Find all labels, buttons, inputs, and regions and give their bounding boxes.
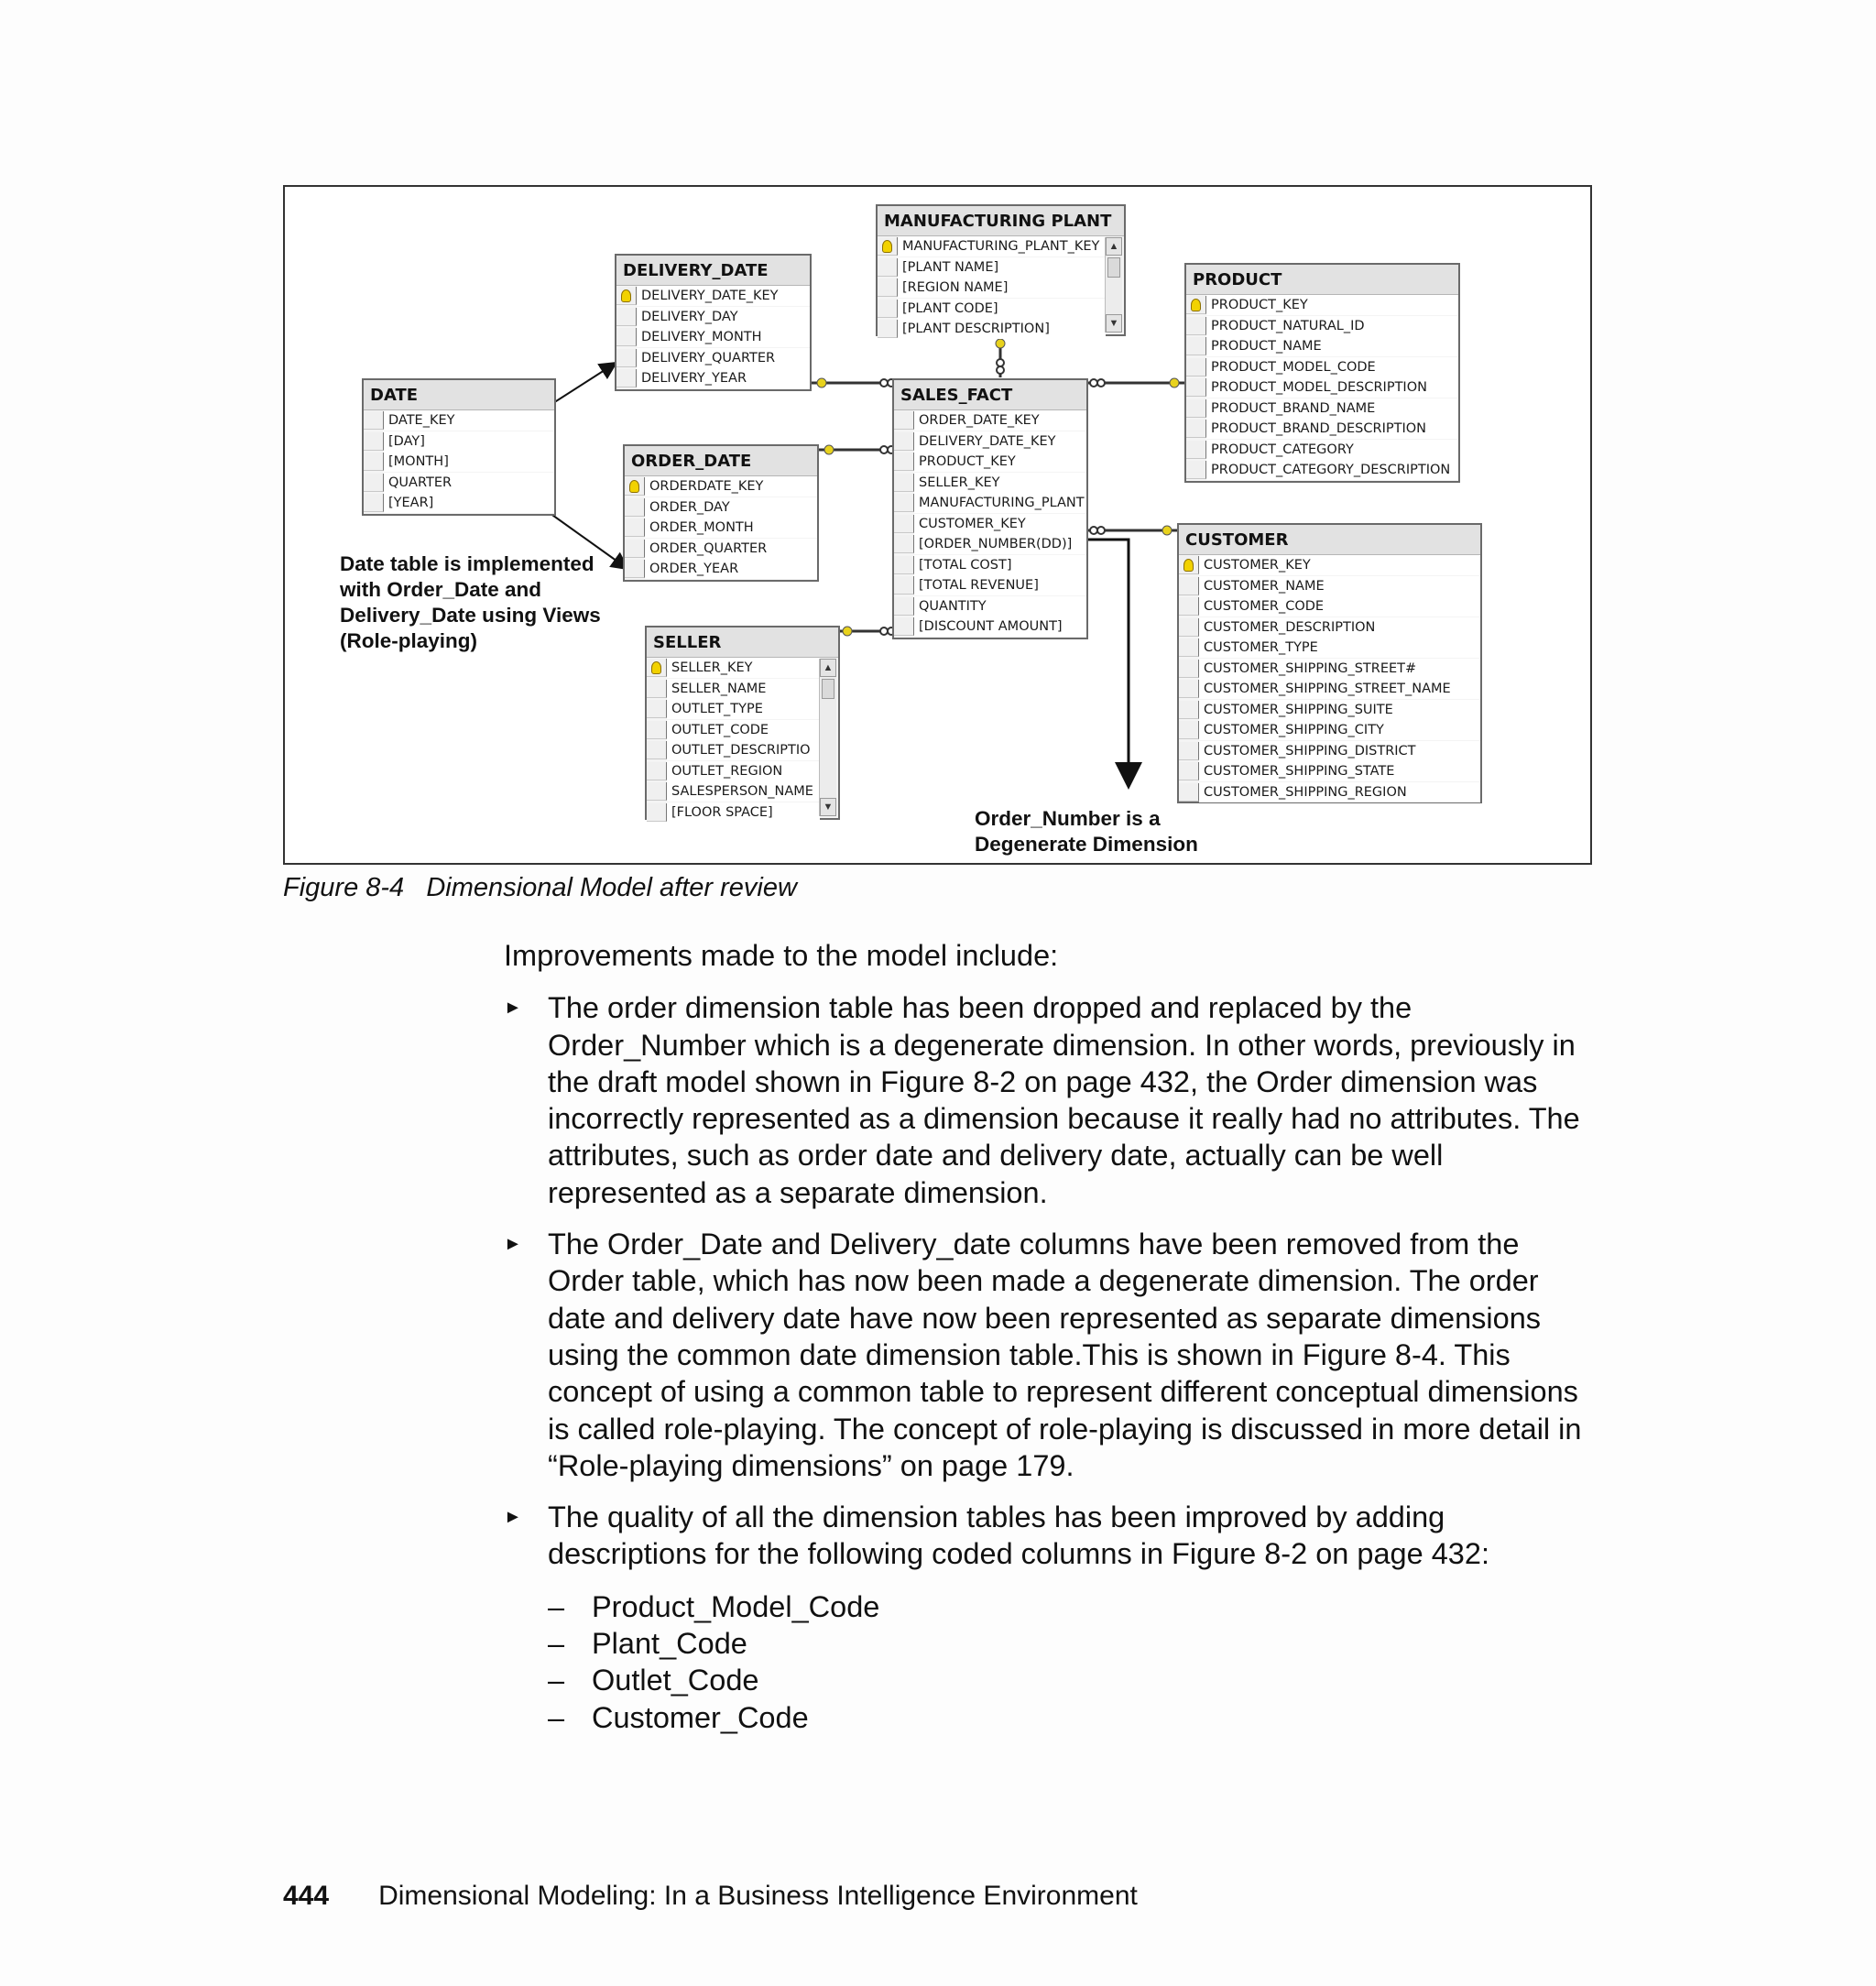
table-title: DELIVERY_DATE: [616, 256, 810, 286]
scroll-down-icon[interactable]: ▼: [820, 798, 836, 816]
row-selector: [625, 477, 645, 496]
row-selector: [364, 453, 384, 471]
column-name: CUSTOMER_SHIPPING_STREET#: [1199, 659, 1480, 679]
note-line: with Order_Date and: [340, 578, 542, 601]
table-title: MANUFACTURING PLANT: [878, 206, 1124, 236]
row-selector: [1186, 461, 1206, 479]
relationship-customer: [1088, 526, 1177, 535]
primary-key-icon: [1183, 559, 1194, 572]
table-title: PRODUCT: [1186, 265, 1458, 295]
column-name: SELLER_KEY: [667, 658, 820, 678]
row-selector: [647, 762, 667, 780]
note-line: Date table is implemented: [340, 552, 594, 575]
list-item-text: Outlet_Code: [592, 1664, 759, 1697]
row-selector: [1186, 441, 1206, 459]
column-row[interactable]: [1186, 377, 1458, 398]
dash-marker: –: [548, 1589, 565, 1623]
row-selector: [1179, 762, 1199, 780]
note-line: Degenerate Dimension: [975, 833, 1198, 856]
row-selector: [894, 617, 914, 636]
column-row[interactable]: [625, 497, 817, 518]
row-selector: [1186, 296, 1206, 314]
column-row[interactable]: [1179, 659, 1480, 680]
row-selector: [894, 597, 914, 616]
bullet-item: [504, 989, 1594, 1211]
column-name: SELLER_NAME: [667, 679, 820, 699]
column-name: ORDER_YEAR: [645, 559, 817, 579]
table-title: DATE: [364, 380, 554, 410]
column-row[interactable]: [364, 410, 554, 431]
column-name: [REGION NAME]: [898, 278, 1106, 298]
column-row[interactable]: [364, 473, 554, 494]
table-title: SELLER: [647, 627, 838, 658]
column-row[interactable]: [1179, 700, 1480, 721]
column-name: [DISCOUNT AMOUNT]: [914, 617, 1086, 637]
column-row[interactable]: [616, 286, 810, 307]
column-row[interactable]: [616, 327, 810, 348]
column-name: [DAY]: [384, 431, 554, 452]
row-selector: [1186, 420, 1206, 438]
row-selector: [878, 258, 898, 277]
list-item: [548, 1625, 1594, 1662]
column-name: DELIVERY_YEAR: [637, 368, 810, 388]
column-list: [1186, 295, 1458, 481]
bullet-marker: ►: [504, 1507, 522, 1528]
column-row[interactable]: [1179, 617, 1480, 638]
column-row[interactable]: [364, 493, 554, 514]
column-row[interactable]: [625, 518, 817, 539]
column-name: CUSTOMER_CODE: [1199, 596, 1480, 617]
row-selector: [1179, 783, 1199, 802]
column-list: [647, 658, 838, 823]
column-row[interactable]: [616, 368, 810, 389]
column-name: DELIVERY_MONTH: [637, 327, 810, 347]
column-row[interactable]: [894, 555, 1086, 576]
column-row[interactable]: [1179, 555, 1480, 576]
table-order-date[interactable]: [623, 444, 819, 582]
column-name: ORDERDATE_KEY: [645, 476, 817, 496]
column-name: [FLOOR SPACE]: [667, 802, 820, 823]
column-row[interactable]: [647, 802, 838, 824]
table-date[interactable]: [362, 378, 556, 516]
table-scrollbar[interactable]: [819, 659, 836, 816]
primary-key-icon: [621, 289, 631, 302]
table-title: CUSTOMER: [1179, 525, 1480, 555]
table-scrollbar[interactable]: [1105, 237, 1122, 333]
scroll-up-icon[interactable]: ▲: [820, 659, 836, 677]
row-selector: [878, 237, 898, 256]
column-row[interactable]: [1179, 782, 1480, 803]
column-name: [TOTAL REVENUE]: [914, 575, 1086, 595]
column-name: PRODUCT_KEY: [914, 452, 1086, 472]
row-selector: [894, 453, 914, 471]
column-name: OUTLET_TYPE: [667, 699, 820, 719]
row-selector: [625, 540, 645, 558]
column-name: [MONTH]: [384, 452, 554, 472]
row-selector: [1186, 358, 1206, 376]
column-name: DELIVERY_QUARTER: [637, 348, 810, 368]
column-name: PRODUCT_NAME: [1206, 336, 1458, 356]
note-line: Delivery_Date using Views: [340, 604, 601, 627]
row-selector: [1179, 660, 1199, 678]
column-row[interactable]: [894, 617, 1086, 638]
relationship-seller: [838, 627, 896, 636]
column-row[interactable]: [878, 319, 1124, 340]
primary-key-icon: [882, 240, 892, 253]
column-name: CUSTOMER_SHIPPING_SUITE: [1199, 700, 1480, 720]
primary-key-icon: [651, 661, 661, 674]
table-delivery-date[interactable]: [615, 254, 812, 391]
page-number: 444: [283, 1881, 330, 1911]
column-row[interactable]: [647, 720, 838, 741]
relationship-product: [1088, 378, 1184, 387]
column-name: CUSTOMER_SHIPPING_STREET_NAME: [1199, 679, 1480, 699]
column-row[interactable]: [1179, 638, 1480, 659]
dash-marker: –: [548, 1627, 565, 1661]
column-row[interactable]: [1186, 316, 1458, 337]
column-name: OUTLET_DESCRIPTIO: [667, 740, 820, 760]
bullet-text: The quality of all the dimension tables has been improved by adding descriptions for the following coded columns in Figure 8-2 on page 432:: [548, 1500, 1489, 1571]
column-row[interactable]: [1186, 419, 1458, 440]
row-selector: [625, 560, 645, 578]
column-name: DELIVERY_DATE_KEY: [637, 286, 810, 306]
row-selector: [1179, 701, 1199, 719]
column-name: MANUFACTURING_PLANT: [914, 493, 1086, 513]
column-row[interactable]: [1186, 460, 1458, 481]
row-selector: [616, 369, 637, 387]
column-name: DELIVERY_DATE_KEY: [914, 431, 1086, 452]
list-item-text: Plant_Code: [592, 1627, 747, 1661]
note-line: Order_Number is a: [975, 807, 1161, 830]
dash-marker: –: [548, 1700, 565, 1734]
row-selector: [625, 518, 645, 537]
column-row[interactable]: [364, 431, 554, 453]
row-selector: [1186, 317, 1206, 335]
column-name: PRODUCT_CATEGORY_DESCRIPTION: [1206, 460, 1458, 480]
column-name: CUSTOMER_KEY: [1199, 555, 1480, 575]
row-selector: [1179, 638, 1199, 657]
column-name: OUTLET_REGION: [667, 761, 820, 781]
column-row[interactable]: [1186, 440, 1458, 461]
coded-columns-list: [548, 1588, 1594, 1736]
scroll-down-icon[interactable]: ▼: [1106, 314, 1122, 333]
row-selector: [647, 659, 667, 677]
row-selector: [1186, 337, 1206, 355]
column-list: [878, 236, 1124, 340]
column-name: CUSTOMER_TYPE: [1199, 638, 1480, 658]
row-selector: [616, 308, 637, 326]
row-selector: [894, 576, 914, 595]
row-selector: [1179, 618, 1199, 637]
column-row[interactable]: [894, 534, 1086, 555]
column-row[interactable]: [1186, 398, 1458, 420]
column-row[interactable]: [894, 410, 1086, 431]
column-name: [TOTAL COST]: [914, 555, 1086, 575]
row-selector: [1179, 742, 1199, 760]
scroll-up-icon[interactable]: ▲: [1106, 237, 1122, 256]
row-selector: [625, 498, 645, 517]
column-list: [364, 410, 554, 514]
column-row[interactable]: [894, 493, 1086, 514]
bullet-text: The Order_Date and Delivery_date columns have been removed from the Order table, which has now been made a degenerate dimension. The order date and delivery date have now been represented as separate dimensions using the common date dimension table.This is shown in Figure 8-4. This concept of using a common table to represent different conceptual dimensions is called role-playing. The concept of role-playing is discussed in more detail in “Role-playing dimensions” on page 179.: [548, 1228, 1582, 1482]
column-name: QUANTITY: [914, 596, 1086, 617]
column-name: PRODUCT_MODEL_DESCRIPTION: [1206, 377, 1458, 398]
table-sales-fact[interactable]: [892, 378, 1088, 639]
date-role-playing-note: [340, 551, 601, 654]
list-item: [548, 1699, 1594, 1736]
primary-key-icon: [1191, 299, 1201, 311]
column-name: DELIVERY_DAY: [637, 307, 810, 327]
row-selector: [1179, 597, 1199, 616]
row-selector: [364, 494, 384, 512]
list-item: [548, 1588, 1594, 1625]
table-manufacturing-plant[interactable]: [876, 204, 1126, 336]
relationship-manufacturing-plant: [996, 336, 1005, 377]
column-name: CUSTOMER_NAME: [1199, 576, 1480, 596]
column-row[interactable]: [894, 575, 1086, 596]
column-name: SELLER_KEY: [914, 473, 1086, 493]
column-row[interactable]: [878, 278, 1124, 299]
column-name: DATE_KEY: [384, 410, 554, 431]
column-row[interactable]: [1186, 336, 1458, 357]
row-selector: [647, 721, 667, 739]
column-list: [894, 410, 1086, 638]
row-selector: [616, 349, 637, 367]
row-selector: [1179, 721, 1199, 739]
row-selector: [1186, 399, 1206, 418]
row-selector: [894, 556, 914, 574]
column-row[interactable]: [625, 539, 817, 560]
column-name: CUSTOMER_SHIPPING_STATE: [1199, 761, 1480, 781]
dash-marker: –: [548, 1664, 565, 1697]
column-row[interactable]: [625, 559, 817, 580]
intro-paragraph: Improvements made to the model include:: [504, 939, 1059, 972]
figure-caption: Figure 8-4 Dimensional Model after review: [283, 873, 797, 902]
order-number-note: [975, 806, 1198, 857]
column-row[interactable]: [625, 476, 817, 497]
column-row[interactable]: [647, 740, 838, 761]
row-selector: [878, 300, 898, 318]
row-selector: [647, 803, 667, 822]
column-row[interactable]: [1179, 720, 1480, 741]
column-name: [PLANT CODE]: [898, 299, 1106, 319]
row-selector: [1179, 556, 1199, 574]
column-list: [625, 476, 817, 580]
bullet-marker: ►: [504, 1234, 522, 1255]
bullet-text: The order dimension table has been dropped and replaced by the Order_Number which is a degenerate dimension. In other words, previously in the draft model shown in Figure 8-2 on page 432, the Order dimension was incorrectly represented as a dimension because it really had no attributes. The attributes, such as order date and delivery date, actually can be well represented as a separate dimension.: [548, 991, 1580, 1209]
column-list: [1179, 555, 1480, 802]
column-row[interactable]: [878, 299, 1124, 320]
column-name: CUSTOMER_SHIPPING_CITY: [1199, 720, 1480, 740]
row-selector: [894, 494, 914, 512]
list-item-text: Product_Model_Code: [592, 1589, 880, 1623]
figure-frame: [283, 185, 1592, 865]
column-name: PRODUCT_NATURAL_ID: [1206, 316, 1458, 336]
scroll-thumb[interactable]: [1107, 257, 1120, 278]
row-selector: [364, 474, 384, 492]
column-name: ORDER_MONTH: [645, 518, 817, 538]
column-row[interactable]: [616, 348, 810, 369]
row-selector: [894, 535, 914, 553]
row-selector: [616, 287, 637, 305]
column-row[interactable]: [1179, 741, 1480, 762]
row-selector: [878, 278, 898, 297]
column-name: [YEAR]: [384, 493, 554, 513]
row-selector: [1179, 680, 1199, 698]
column-row[interactable]: [1179, 596, 1480, 617]
column-row[interactable]: [364, 452, 554, 473]
row-selector: [894, 515, 914, 533]
column-row[interactable]: [1186, 295, 1458, 316]
row-selector: [894, 474, 914, 492]
column-name: OUTLET_CODE: [667, 720, 820, 740]
row-selector: [364, 432, 384, 451]
column-name: PRODUCT_BRAND_DESCRIPTION: [1206, 419, 1458, 439]
column-row[interactable]: [647, 679, 838, 700]
column-name: QUARTER: [384, 473, 554, 493]
relationship-delivery-date: [812, 378, 896, 387]
column-name: PRODUCT_BRAND_NAME: [1206, 398, 1458, 419]
note-line: (Role-playing): [340, 629, 477, 652]
row-selector: [1179, 577, 1199, 595]
column-name: CUSTOMER_KEY: [914, 514, 1086, 534]
table-title: ORDER_DATE: [625, 446, 817, 476]
column-name: [PLANT NAME]: [898, 257, 1106, 278]
column-name: [ORDER_NUMBER(DD)]: [914, 534, 1086, 554]
row-selector: [647, 700, 667, 718]
table-product[interactable]: [1184, 263, 1460, 483]
column-name: PRODUCT_KEY: [1206, 295, 1458, 315]
list-item: [548, 1662, 1594, 1698]
column-name: PRODUCT_MODEL_CODE: [1206, 357, 1458, 377]
bullet-marker: ►: [504, 998, 522, 1019]
row-selector: [894, 432, 914, 451]
column-name: [PLANT DESCRIPTION]: [898, 319, 1106, 339]
row-selector: [647, 680, 667, 698]
column-name: ORDER_DATE_KEY: [914, 410, 1086, 431]
table-seller[interactable]: [645, 626, 840, 820]
column-row[interactable]: [1179, 576, 1480, 597]
primary-key-icon: [629, 480, 639, 493]
table-title: SALES_FACT: [894, 380, 1086, 410]
bullet-item: [504, 1499, 1594, 1736]
page-footer: [283, 1881, 1138, 1912]
column-name: ORDER_DAY: [645, 497, 817, 518]
column-row[interactable]: [616, 307, 810, 328]
bullet-item: [504, 1226, 1594, 1484]
list-item-text: Customer_Code: [592, 1700, 809, 1734]
row-selector: [894, 411, 914, 430]
row-selector: [647, 741, 667, 759]
row-selector: [647, 782, 667, 801]
column-name: CUSTOMER_DESCRIPTION: [1199, 617, 1480, 638]
column-name: PRODUCT_CATEGORY: [1206, 440, 1458, 460]
table-customer[interactable]: [1177, 523, 1482, 803]
column-row[interactable]: [1186, 357, 1458, 378]
column-row[interactable]: [878, 236, 1124, 257]
column-name: CUSTOMER_SHIPPING_REGION: [1199, 782, 1480, 802]
column-name: SALESPERSON_NAME: [667, 781, 820, 802]
column-row[interactable]: [894, 431, 1086, 453]
relationship-order-date: [819, 445, 896, 454]
column-row[interactable]: [647, 699, 838, 720]
row-selector: [364, 411, 384, 430]
column-list: [616, 286, 810, 389]
column-name: CUSTOMER_SHIPPING_DISTRICT: [1199, 741, 1480, 761]
book-title: Dimensional Modeling: In a Business Intelligence Environment: [378, 1881, 1138, 1911]
column-row[interactable]: [1179, 679, 1480, 700]
column-row[interactable]: [894, 473, 1086, 494]
scroll-thumb[interactable]: [822, 679, 834, 699]
column-name: ORDER_QUARTER: [645, 539, 817, 559]
column-row[interactable]: [647, 658, 838, 679]
column-row[interactable]: [878, 257, 1124, 278]
column-row[interactable]: [894, 452, 1086, 473]
column-row[interactable]: [894, 514, 1086, 535]
row-selector: [878, 320, 898, 338]
column-name: MANUFACTURING_PLANT_KEY: [898, 236, 1106, 256]
row-selector: [1186, 378, 1206, 397]
column-row[interactable]: [647, 781, 838, 802]
column-row[interactable]: [894, 596, 1086, 617]
row-selector: [616, 328, 637, 346]
column-row[interactable]: [1179, 761, 1480, 782]
body-text: [504, 937, 1594, 1751]
column-row[interactable]: [647, 761, 838, 782]
